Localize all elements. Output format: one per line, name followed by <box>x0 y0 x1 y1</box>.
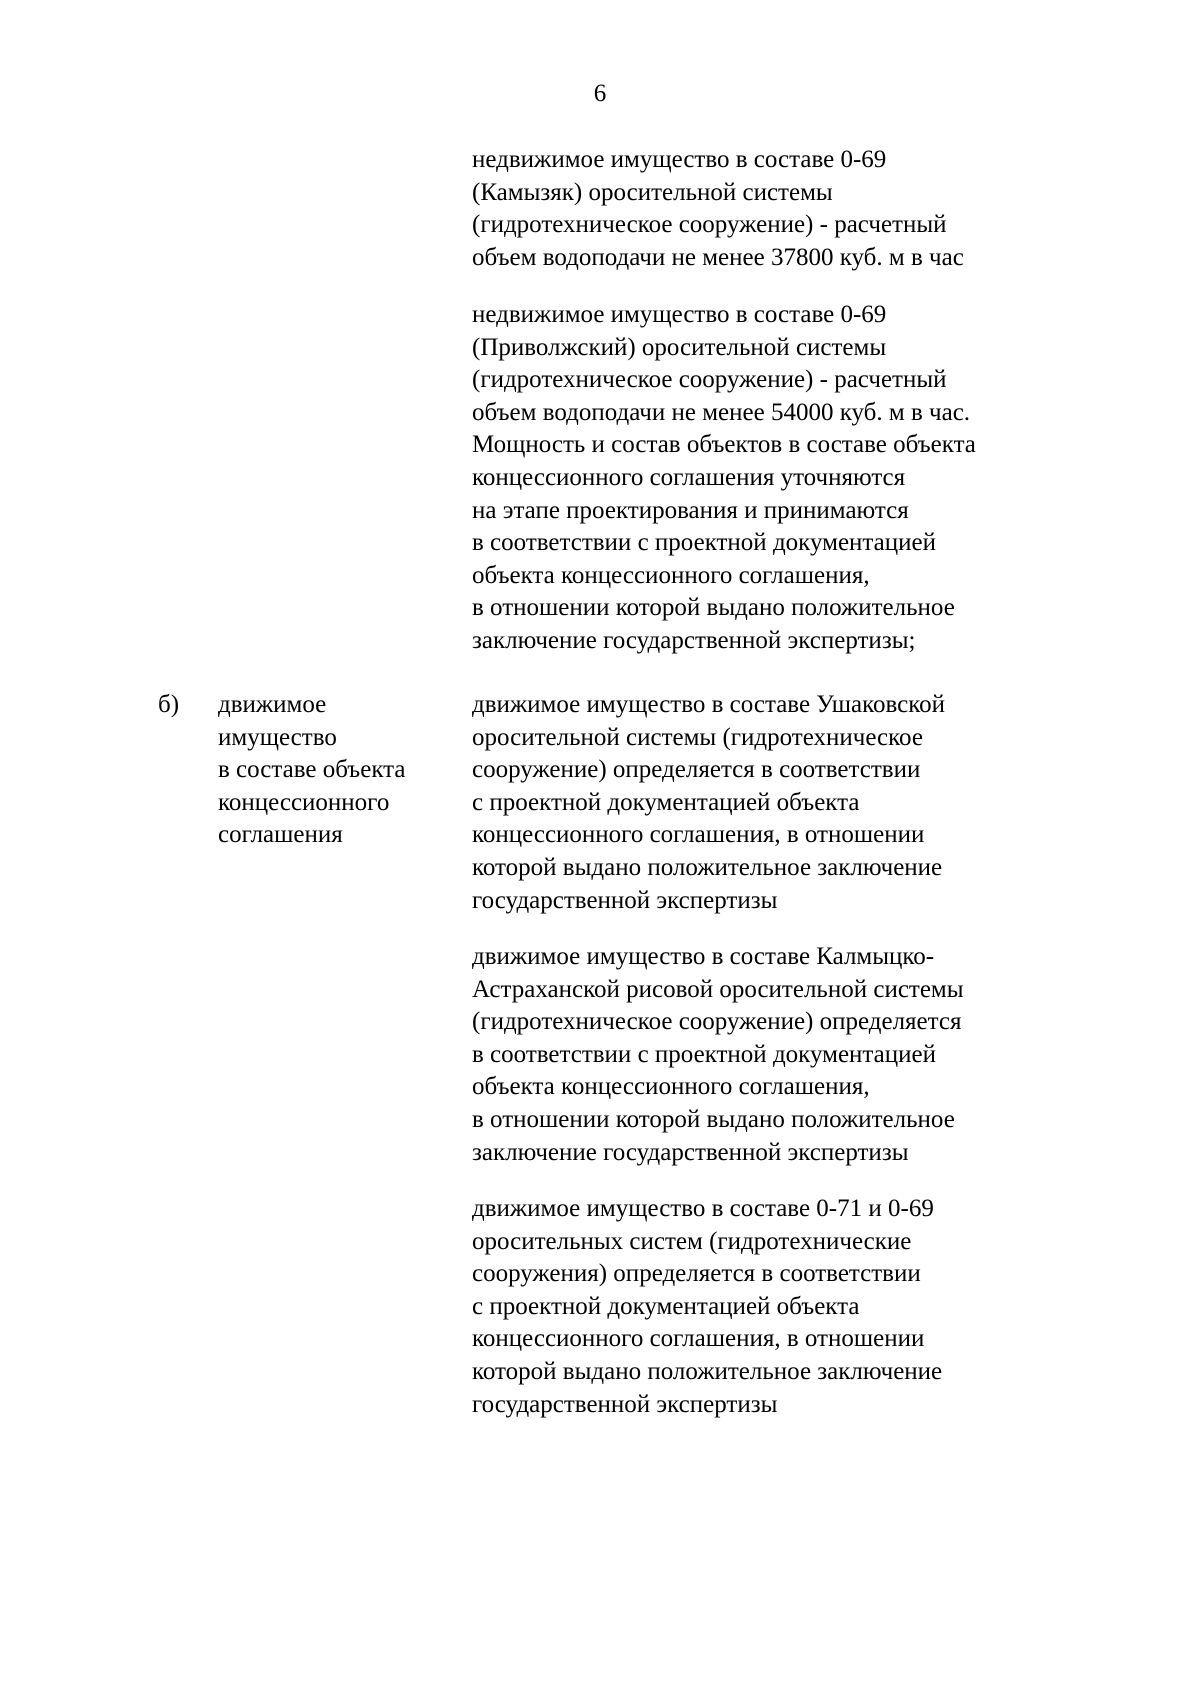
paragraph-ushakovskaya-irrigation: движимое имущество в составе Ушаковской оросительной системы (гидротехническое сооружение) определяется в соответствии с проектной документацией объекта концессионного соглашения, в отношении которой выдано положительное заключение государственной экспертизы <box>472 691 946 914</box>
item-title: движимое имущество в составе объекта концессионного соглашения <box>218 691 406 849</box>
item-label: б) <box>158 691 180 718</box>
paragraph-privolzhsky-irrigation: недвижимое имущество в составе 0-69 (Приволжский) оросительной системы (гидротехническое сооружение) - расчетный объем водоподачи не менее 54000 куб. м в час. Мощность и состав объектов в составе объекта концессионного соглашения уточняются на этапе проектирования и принимаются в соответствии с проектной документацией объекта концессионного соглашения, в отношении которой выдано положительное заключение государственной экспертизы; <box>472 301 976 654</box>
paragraph-071-069-irrigation: движимое имущество в составе 0-71 и 0-69 оросительных систем (гидротехнические сооружения) определяется в соответствии с проектной документацией объекта концессионного соглашения, в отношении которой выдано положительное заключение государственной экспертизы <box>472 1195 943 1418</box>
paragraph-kamyzyak-irrigation: недвижимое имущество в составе 0-69 (Камызяк) оросительной системы (гидротехническое сооружение) - расчетный объем водоподачи не менее 37800 куб. м в час <box>472 146 964 271</box>
paragraph-kalmyk-astrakhan-irrigation: движимое имущество в составе Калмыцко- Астраханской рисовой оросительной системы (гидротехническое сооружение) определяется в соответствии с проектной документацией объекта концессионного соглашения, в отношении которой выдано положительное заключение государственной экспертизы <box>472 943 964 1166</box>
page-number: 6 <box>593 80 607 107</box>
